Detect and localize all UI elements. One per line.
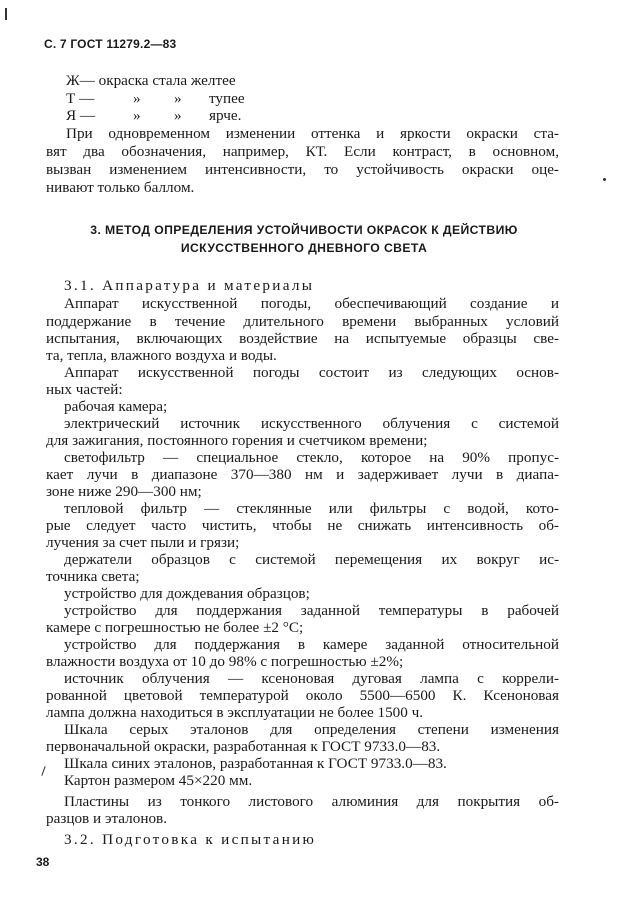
paragraph-line: При одновременном изменении оттенка и яркости окраски ста- bbox=[66, 125, 559, 142]
body-line: ных частей: bbox=[46, 381, 123, 398]
body-line: источник облучения — ксеноновая дуговая лампа с коррели- bbox=[64, 670, 559, 687]
body-line: устройство для дождевания образцов; bbox=[64, 585, 310, 602]
body-line: Шкала синих эталонов, разработанная к ГОСТ 9733.0—83. bbox=[64, 755, 447, 772]
body-line: Картон размером 45×220 мм. bbox=[64, 772, 253, 789]
body-line: для зажигания, постоянного горения и счетчиком времени; bbox=[46, 432, 428, 449]
body-line: электрический источник искусственного облучения с системой bbox=[64, 415, 559, 432]
scan-dot bbox=[603, 178, 606, 181]
body-line: светофильтр — специальное стекло, которое на 90% пропус- bbox=[64, 449, 559, 466]
page-header: С. 7 ГОСТ 11279.2—83 bbox=[44, 37, 177, 51]
paragraph-line: вят два обозначения, например, КТ. Если контраст, в основном, bbox=[46, 143, 559, 160]
body-line: разцов и эталонов. bbox=[46, 810, 168, 827]
body-line: Пластины из тонкого листового алюминия для покрытия об- bbox=[64, 793, 559, 810]
body-line: кает лучи в диапазоне 370—380 нм и задерживает лучи в диапа- bbox=[46, 466, 559, 483]
body-line: испытания, включающих воздействие на испытуемые образцы све- bbox=[46, 330, 559, 347]
subsection-heading: 3.1. Аппаратура и материалы bbox=[64, 277, 315, 294]
body-line: устройство для поддержания в камере заданной относительной bbox=[64, 636, 559, 653]
paragraph-line: нивают только баллом. bbox=[46, 179, 195, 196]
body-line: устройство для поддержания заданной температуры в рабочей bbox=[64, 602, 559, 619]
document-page: С. 7 ГОСТ 11279.2—83 Ж— окраска стала желтее Т — » » тупее Я — » » ярче. При одновременном изменении оттенка и яркости окраски ста- вят два обозначения, например, КТ. Если контраст, в основном, вызван изменением интенсивности, то устойчивость окраски оце- нивают только баллом. 3. МЕТОД ОПРЕДЕЛЕНИЯ УСТОЙЧИВОСТИ ОКРАСОК К ДЕЙСТВИЮ ИСКУССТВЕННОГО ДНЕВНОГО СВЕТА 3.1. Аппаратура и материалы Аппарат искусственной погоды, обеспечивающий создание и поддержание в течение длительного времени выбранных условий испытания, включающих воздействие на испытуемые образцы све- та, тепла, влажного воздуха и воды. Аппарат искусственной погоды состоит из следующих основ- ных частей: рабочая камера; электрический источник искусственного облучения с системой для зажигания, постоянного горения и счетчиком времени; светофильтр — специальное стекло, которое на 90% пропус- кает лучи в диапазоне 370—380 нм и задерживает лучи в диапа- зоне ниже 290—300 нм; тепловой фильтр — стеклянные или фильтры с водой, кото- рые следует часто чистить, чтобы не снижать интенсивность об- лучения за счет пыли и грязи; держатели образцов с системой перемещения их вокруг ис- точника света; устройство для дождевания образцов; устройство для поддержания заданной температуры в рабочей камере с погрешностью не более ±2 °С; устройство для поддержания в камере заданной относительной влажности воздуха от 10 до 98% с погрешностью ±2%; источник облучения — ксеноновая дуговая лампа с коррели- рованной цветовой температурой около 5500—6500 К. Ксеноновая лампа должна находиться в эксплуатации не более 1500 ч. Шкала серых эталонов для определения степени изменения первоначальной окраски, разработанная к ГОСТ 9733.0—83. Шкала синих эталонов, разработанная к ГОСТ 9733.0—83. Картон размером 45×220 мм. Пластины из тонкого листового алюминия для покрытия об- разцов и эталонов. 3.2. Подготовка к испытанию 38 bbox=[0, 0, 617, 918]
legend-line-zh: Ж— окраска стала желтее bbox=[66, 72, 236, 89]
body-line: держатели образцов с системой перемещения их вокруг ис- bbox=[64, 551, 559, 568]
body-line: влажности воздуха от 10 до 98% с погрешностью ±2%; bbox=[46, 653, 404, 670]
body-line: Аппарат искусственной погоды состоит из следующих основ- bbox=[64, 364, 559, 381]
body-line: лучения за счет пыли и грязи; bbox=[46, 534, 240, 551]
body-line: точника света; bbox=[46, 568, 140, 585]
body-line: поддержание в течение длительного времени выбранных условий bbox=[46, 313, 559, 330]
body-line: рые следует часто чистить, чтобы не снижать интенсивность об- bbox=[46, 517, 559, 534]
body-line: та, тепла, влажного воздуха и воды. bbox=[46, 347, 277, 364]
body-line: Шкала серых эталонов для определения степени изменения bbox=[64, 721, 559, 738]
body-line: тепловой фильтр — стеклянные или фильтры с водой, кото- bbox=[64, 500, 559, 517]
body-line: Аппарат искусственной погоды, обеспечивающий создание и bbox=[64, 295, 559, 312]
scan-mark bbox=[5, 8, 7, 20]
body-line: первоначальной окраски, разработанная к ГОСТ 9733.0—83. bbox=[46, 738, 441, 755]
section-title: ИСКУССТВЕННОГО ДНЕВНОГО СВЕТА bbox=[180, 241, 428, 255]
body-line: рованной цветовой температурой около 5500—6500 К. Ксеноновая bbox=[46, 687, 559, 704]
body-line: камере с погрешностью не более ±2 °С; bbox=[46, 619, 304, 636]
body-line: лампа должна находиться в эксплуатации не более 1500 ч. bbox=[46, 704, 424, 721]
body-line: зоне ниже 290—300 нм; bbox=[46, 483, 202, 500]
subsection-heading: 3.2. Подготовка к испытанию bbox=[64, 831, 317, 848]
scan-mark bbox=[41, 766, 45, 776]
body-line: рабочая камера; bbox=[64, 398, 168, 415]
section-title: 3. МЕТОД ОПРЕДЕЛЕНИЯ УСТОЙЧИВОСТИ ОКРАСОК К ДЕЙСТВИЮ bbox=[90, 223, 518, 237]
page-number: 38 bbox=[36, 855, 50, 869]
paragraph-line: вызван изменением интенсивности, то устойчивость окраски оце- bbox=[46, 161, 559, 178]
